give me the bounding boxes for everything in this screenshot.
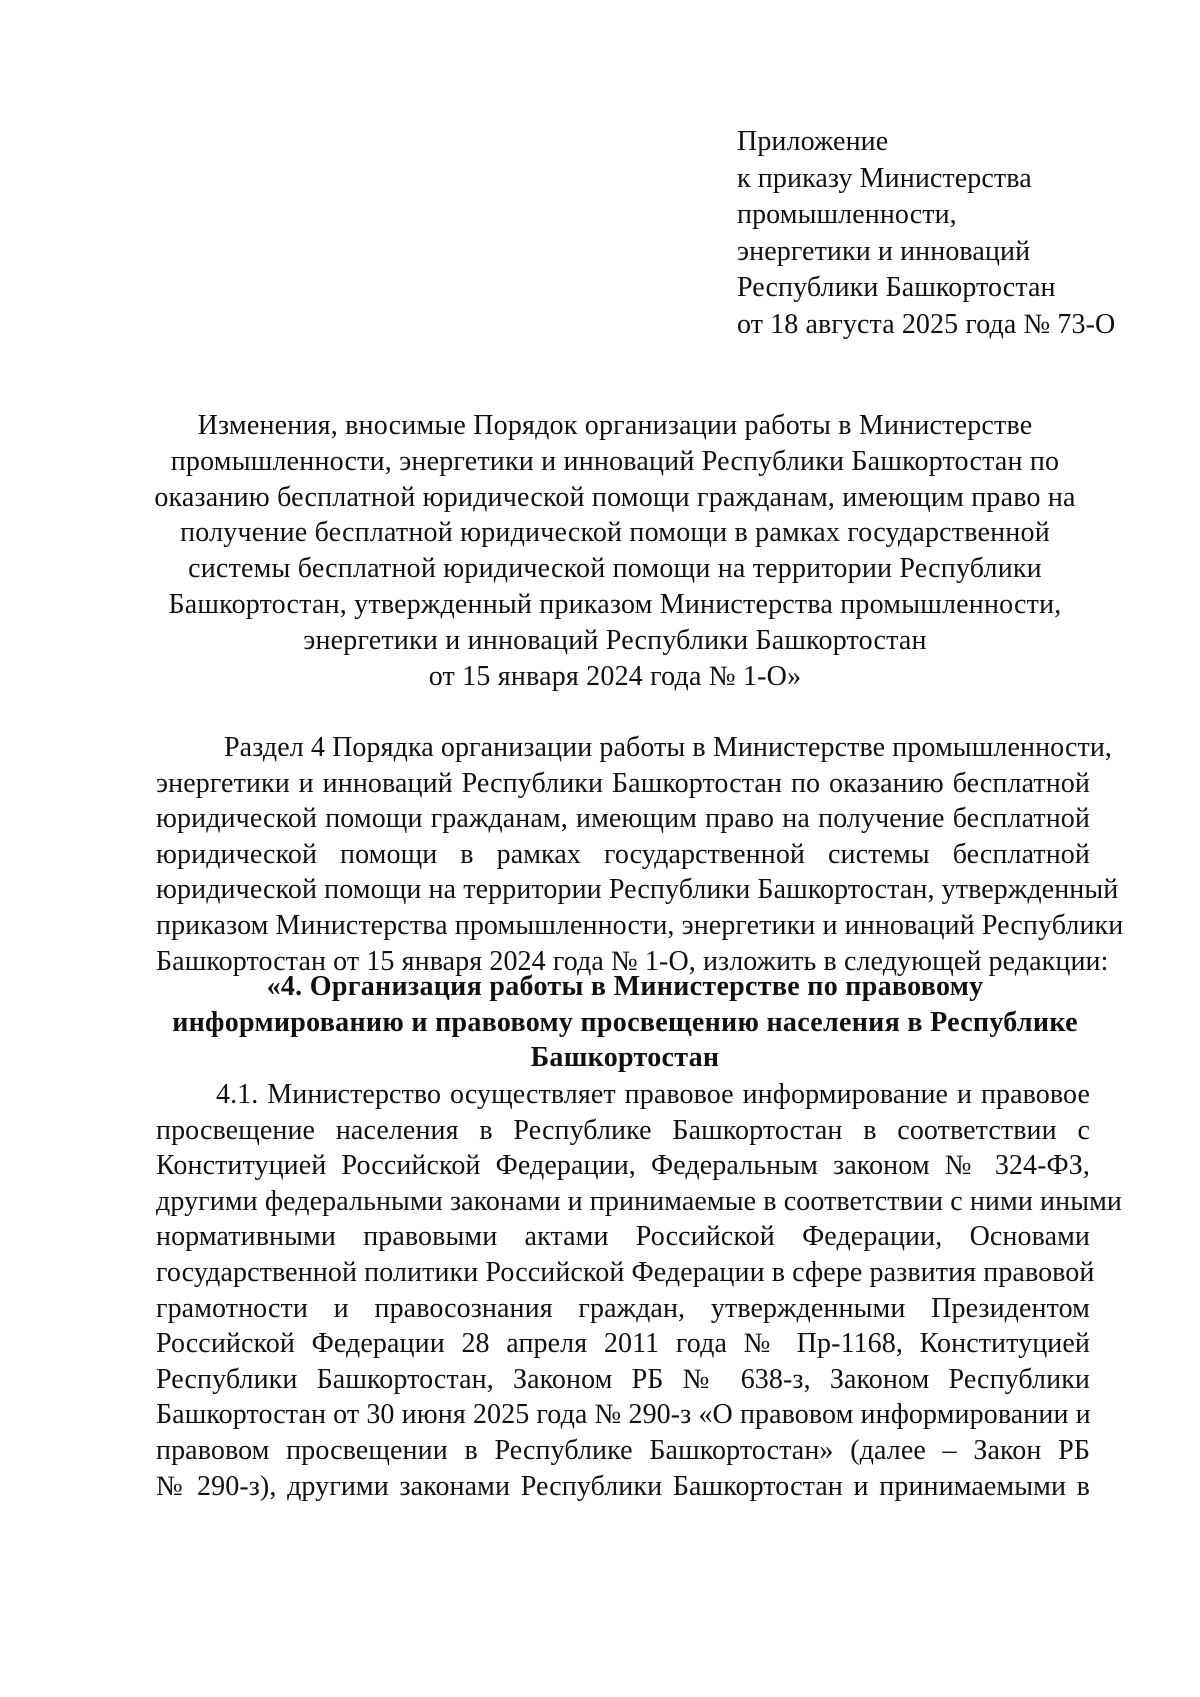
paragraph-line: нормативными правовыми актами Российской Федерации, Основами bbox=[156, 1221, 1090, 1253]
paragraph-line: грамотности и правосознания граждан, утвержденными Президентом bbox=[156, 1292, 1090, 1324]
appendix-line: Приложение bbox=[737, 126, 889, 157]
title-line: от 15 января 2024 года № 1-О» bbox=[428, 660, 802, 692]
appendix-header bbox=[737, 124, 1137, 344]
paragraph-line: Российской Федерации 28 апреля 2011 года № Пр-1168, Конституцией bbox=[156, 1328, 1090, 1360]
title-line: оказанию бесплатной юридической помощи гражданам, имеющим право на bbox=[154, 481, 1076, 513]
section-heading bbox=[150, 969, 1100, 1076]
intro-paragraph bbox=[156, 730, 1124, 979]
appendix-line: энергетики и инноваций bbox=[737, 235, 1031, 267]
paragraph-line: Конституцией Российской Федерации, Федеральным законом № 324-ФЗ, bbox=[156, 1150, 1090, 1182]
title-line: промышленности, энергетики и инноваций Республики Башкортостан по bbox=[170, 445, 1060, 477]
paragraph-line: Башкортостан от 15 января 2024 года № 1-О, изложить в следующей редакции: bbox=[156, 945, 1109, 977]
document-title bbox=[140, 408, 1090, 694]
paragraph-line: просвещение населения в Республике Башкортостан в соответствии с bbox=[156, 1114, 1090, 1146]
paragraph-line: правовом просвещении в Республике Башкортостан» (далее – Закон РБ bbox=[156, 1434, 1090, 1466]
appendix-line: промышленности, bbox=[737, 199, 957, 231]
heading-line: информированию и правовому просвещению населения в Республике bbox=[172, 1006, 1078, 1038]
paragraph-line: приказом Министерства промышленности, энергетики и инноваций Республики bbox=[156, 909, 1124, 941]
paragraph-line: юридической помощи в рамках государственной системы бесплатной bbox=[156, 838, 1090, 870]
paragraph-line: Башкортостан от 30 июня 2025 года № 290-з «О правовом информировании и bbox=[156, 1399, 1091, 1431]
paragraph-line: 4.1. Министерство осуществляет правовое информирование и правовое bbox=[216, 1079, 1090, 1110]
paragraph-line: № 290-з), другими законами Республики Башкортостан и принимаемыми в bbox=[156, 1470, 1090, 1502]
appendix-line: от 18 августа 2025 года № 73-О bbox=[737, 308, 1116, 340]
paragraph-line: юридической помощи на территории Республики Башкортостан, утвержденный bbox=[156, 874, 1119, 906]
paragraph-line: государственной политики Российской Федерации в сфере развития правовой bbox=[156, 1256, 1095, 1288]
appendix-line: Республики Башкортостан bbox=[737, 272, 1056, 304]
paragraph-line: юридической помощи гражданам, имеющим право на получение бесплатной bbox=[156, 803, 1090, 835]
title-line: Башкортостан, утвержденный приказом Министерства промышленности, bbox=[168, 588, 1062, 620]
clause-4-1 bbox=[156, 1077, 1123, 1504]
heading-line: «4. Организация работы в Министерстве по правовому bbox=[266, 971, 984, 1002]
title-line: системы бесплатной юридической помощи на территории Республики bbox=[188, 553, 1042, 585]
title-line: Изменения, вносимые Порядок организации работы в Министерстве bbox=[197, 410, 1033, 441]
appendix-line: к приказу Министерства bbox=[737, 162, 1032, 194]
paragraph-line: другими федеральными законами и принимаемые в соответствии с ними иными bbox=[156, 1185, 1123, 1217]
heading-line: Башкортостан bbox=[530, 1042, 720, 1073]
title-line: энергетики и инноваций Республики Башкортостан bbox=[303, 624, 927, 656]
paragraph-line: Раздел 4 Порядка организации работы в Министерстве промышленности, bbox=[224, 732, 1112, 763]
title-line: получение бесплатной юридической помощи в рамках государственной bbox=[180, 517, 1050, 549]
paragraph-line: Республики Башкортостан, Законом РБ № 638-з, Законом Республики bbox=[156, 1363, 1090, 1395]
paragraph-line: энергетики и инноваций Республики Башкортостан по оказанию бесплатной bbox=[156, 767, 1090, 799]
